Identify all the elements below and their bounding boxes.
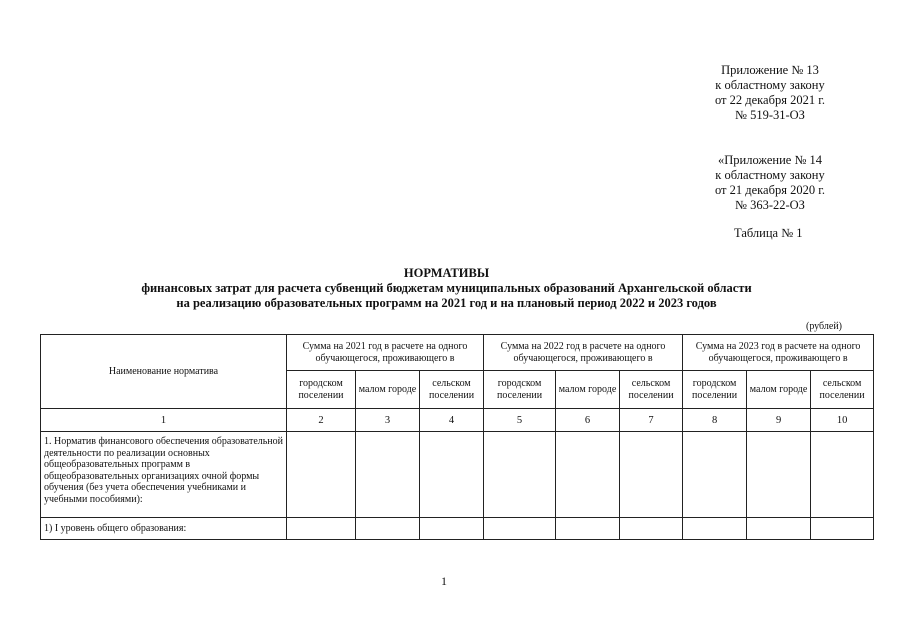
value-cell bbox=[556, 432, 620, 518]
value-cell bbox=[747, 432, 811, 518]
appendix-line: «Приложение № 14 bbox=[717, 153, 823, 167]
table-row bbox=[41, 518, 874, 540]
value-cell bbox=[747, 518, 811, 540]
urban-header: городском поселении bbox=[287, 371, 356, 409]
column-number: 8 bbox=[683, 409, 747, 432]
value-cell bbox=[683, 432, 747, 518]
norm-name: 1. Норматив финансового обеспечения образовательной деятельности по реализации основных общеобразовательных программ в общеобразовательных организациях очной формы обучения (без учета обеспечения учебниками и учебными пособиями): bbox=[41, 432, 287, 518]
appendix-amended-reference bbox=[700, 153, 840, 213]
column-number: 6 bbox=[556, 409, 620, 432]
column-number: 7 bbox=[620, 409, 683, 432]
value-cell bbox=[287, 432, 356, 518]
column-number: 3 bbox=[356, 409, 420, 432]
rural-header: сельском поселении bbox=[620, 371, 683, 409]
appendix-current-reference bbox=[700, 63, 840, 123]
appendix-line: № 363-22-ОЗ bbox=[735, 198, 805, 212]
value-cell bbox=[620, 432, 683, 518]
value-cell bbox=[484, 518, 556, 540]
column-number: 1 bbox=[41, 409, 287, 432]
table-label: Таблица № 1 bbox=[734, 226, 803, 240]
appendix-line: от 22 декабря 2021 г. bbox=[714, 93, 826, 107]
value-cell bbox=[356, 518, 420, 540]
heading-line: на реализацию образовательных программ на 2021 год и на плановый период 2022 и 2023 годов bbox=[176, 296, 717, 310]
value-cell bbox=[620, 518, 683, 540]
small-town-header: малом городе bbox=[747, 371, 811, 409]
table-row bbox=[41, 432, 874, 518]
header-row-years bbox=[41, 335, 874, 371]
year-2021-header: Сумма на 2021 год в расчете на одного обучающегося, проживающего в bbox=[287, 335, 484, 371]
value-cell bbox=[811, 518, 874, 540]
rural-header: сельском поселении bbox=[811, 371, 874, 409]
appendix-line: к областному закону bbox=[715, 78, 825, 92]
value-cell bbox=[556, 518, 620, 540]
value-cell bbox=[811, 432, 874, 518]
document-heading bbox=[40, 266, 853, 311]
value-cell bbox=[356, 432, 420, 518]
rural-header: сельском поселении bbox=[420, 371, 484, 409]
name-column-header: Наименование норматива bbox=[41, 335, 287, 409]
value-cell bbox=[484, 432, 556, 518]
value-cell bbox=[420, 518, 484, 540]
value-cell bbox=[287, 518, 356, 540]
heading-title: НОРМАТИВЫ bbox=[403, 266, 490, 280]
column-number: 10 bbox=[811, 409, 874, 432]
value-cell bbox=[683, 518, 747, 540]
appendix-line: № 519-31-ОЗ bbox=[735, 108, 805, 122]
column-number: 9 bbox=[747, 409, 811, 432]
appendix-line: к областному закону bbox=[715, 168, 825, 182]
norms-table bbox=[40, 334, 874, 540]
appendix-line: от 21 декабря 2020 г. bbox=[714, 183, 826, 197]
year-2022-header: Сумма на 2022 год в расчете на одного обучающегося, проживающего в bbox=[484, 335, 683, 371]
units-label: (рублей) bbox=[805, 321, 842, 332]
norm-name: 1) I уровень общего образования: bbox=[41, 518, 287, 540]
column-number-row bbox=[41, 409, 874, 432]
value-cell bbox=[420, 432, 484, 518]
small-town-header: малом городе bbox=[556, 371, 620, 409]
heading-line: финансовых затрат для расчета субвенций бюджетам муниципальных образований Архангельской области bbox=[141, 281, 752, 295]
column-number: 2 bbox=[287, 409, 356, 432]
column-number: 5 bbox=[484, 409, 556, 432]
page-number: 1 bbox=[441, 574, 447, 588]
appendix-line: Приложение № 13 bbox=[721, 63, 819, 77]
small-town-header: малом городе bbox=[356, 371, 420, 409]
year-2023-header: Сумма на 2023 год в расчете на одного обучающегося, проживающего в bbox=[683, 335, 874, 371]
column-number: 4 bbox=[420, 409, 484, 432]
urban-header: городском поселении bbox=[683, 371, 747, 409]
urban-header: городском поселении bbox=[484, 371, 556, 409]
